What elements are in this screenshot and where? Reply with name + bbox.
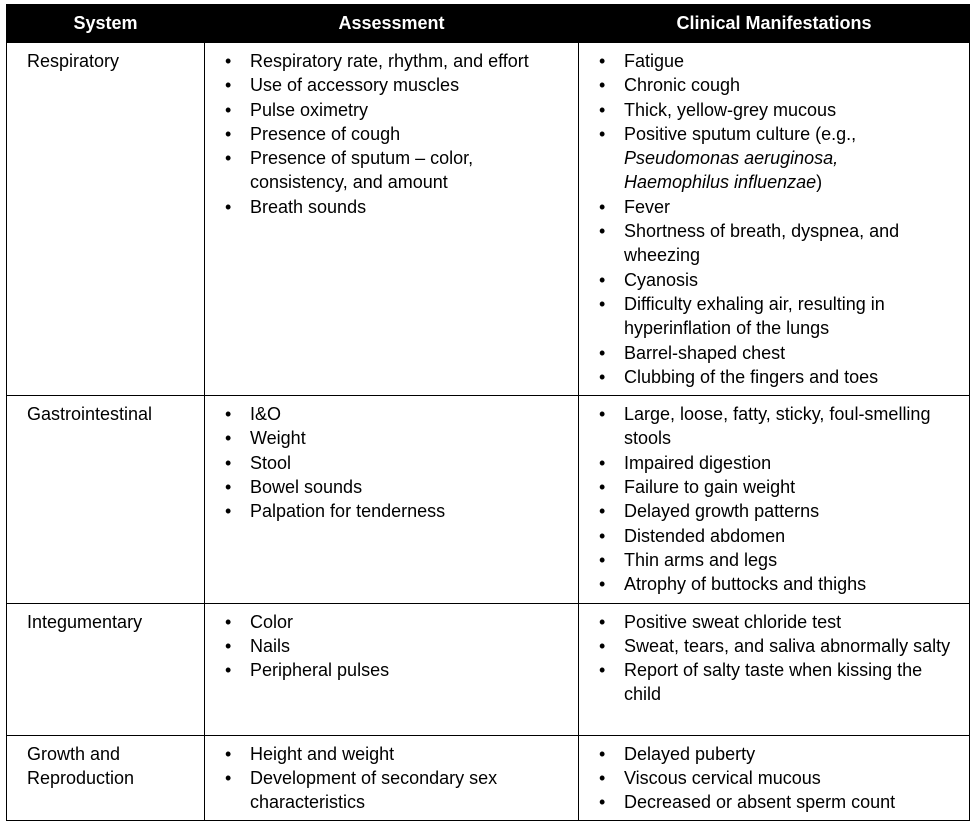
organism-pseudomonas: Pseudomonas aeruginosa,	[624, 148, 839, 169]
assessment-list	[219, 742, 570, 815]
header-clinical-manifestations: Clinical Manifestations	[579, 5, 970, 43]
assessment-cell	[205, 396, 579, 603]
clinical-table	[6, 4, 970, 821]
list-item: • Fever	[593, 195, 961, 219]
list-item: • Shortness of breath, dyspnea, and wheezing	[593, 219, 961, 268]
header-system: System	[7, 5, 205, 43]
list-item: • Sweat, tears, and saliva abnormally salty	[593, 634, 961, 658]
list-item: • Barrel-shaped chest	[593, 341, 961, 365]
list-item: • Respiratory rate, rhythm, and effort	[219, 49, 570, 73]
manifestations-list	[593, 742, 961, 815]
list-item: • Pulse oximetry	[219, 98, 570, 122]
organism-haemophilus: Haemophilus influenzae	[624, 172, 817, 193]
list-item: • Delayed puberty	[593, 742, 961, 766]
manifestations-list	[593, 402, 961, 596]
list-item: • Thick, yellow-grey mucous	[593, 98, 961, 122]
list-item: • Large, loose, fatty, sticky, foul-smelling stools	[593, 402, 961, 451]
list-item: • Distended abdomen	[593, 524, 961, 548]
list-item: • Chronic cough	[593, 73, 961, 97]
list-item: • Presence of sputum – color, consistency, and amount	[219, 146, 570, 195]
header-row	[7, 5, 970, 43]
system-cell: Integumentary	[7, 603, 205, 735]
list-item: • Positive sweat chloride test	[593, 610, 961, 634]
header-assessment: Assessment	[205, 5, 579, 43]
list-item: • Delayed growth patterns	[593, 499, 961, 523]
list-item: • Decreased or absent sperm count	[593, 790, 961, 814]
list-item: • Bowel sounds	[219, 475, 570, 499]
list-item: • Viscous cervical mucous	[593, 766, 961, 790]
assessment-cell	[205, 603, 579, 735]
list-item: • Breath sounds	[219, 195, 570, 219]
list-item: • Height and weight	[219, 742, 570, 766]
system-cell: Growth and Reproduction	[7, 735, 205, 821]
list-item: • Report of salty taste when kissing the child	[593, 658, 961, 707]
assessment-cell	[205, 43, 579, 396]
table-row-respiratory	[7, 43, 970, 396]
assessment-list	[219, 402, 570, 523]
list-item: • Use of accessory muscles	[219, 73, 570, 97]
list-item: • Atrophy of buttocks and thighs	[593, 572, 961, 596]
list-item: • Presence of cough	[219, 122, 570, 146]
assessment-cell	[205, 735, 579, 821]
list-item: • Peripheral pulses	[219, 658, 570, 682]
list-item: • Thin arms and legs	[593, 548, 961, 572]
list-item: • Difficulty exhaling air, resulting in hyperinflation of the lungs	[593, 292, 961, 341]
sputum-culture-label: Positive sputum culture (e.g.,	[624, 123, 857, 144]
manifestations-cell	[579, 603, 970, 735]
closing-paren: )	[816, 172, 823, 193]
assessment-list	[219, 49, 570, 219]
list-item: • Weight	[219, 426, 570, 450]
list-item	[593, 122, 961, 195]
table-row-gastrointestinal	[7, 396, 970, 603]
table-row-integumentary	[7, 603, 970, 735]
list-item: • Nails	[219, 634, 570, 658]
list-item: • Fatigue	[593, 49, 961, 73]
list-item: • Color	[219, 610, 570, 634]
list-item: • Palpation for tenderness	[219, 499, 570, 523]
table-row-growth-and-reproduction	[7, 735, 970, 821]
manifestations-cell	[579, 43, 970, 396]
list-item: • Stool	[219, 451, 570, 475]
manifestations-cell	[579, 396, 970, 603]
system-cell: Respiratory	[7, 43, 205, 396]
manifestations-list	[593, 49, 961, 389]
list-item: • Impaired digestion	[593, 451, 961, 475]
list-item: • Development of secondary sex characteristics	[219, 766, 570, 815]
manifestations-cell	[579, 735, 970, 821]
list-item: • Cyanosis	[593, 268, 961, 292]
system-cell: Gastrointestinal	[7, 396, 205, 603]
list-item: • Clubbing of the fingers and toes	[593, 365, 961, 389]
assessment-list	[219, 610, 570, 683]
list-item: • I&O	[219, 402, 570, 426]
list-item: • Failure to gain weight	[593, 475, 961, 499]
manifestations-list	[593, 610, 961, 707]
